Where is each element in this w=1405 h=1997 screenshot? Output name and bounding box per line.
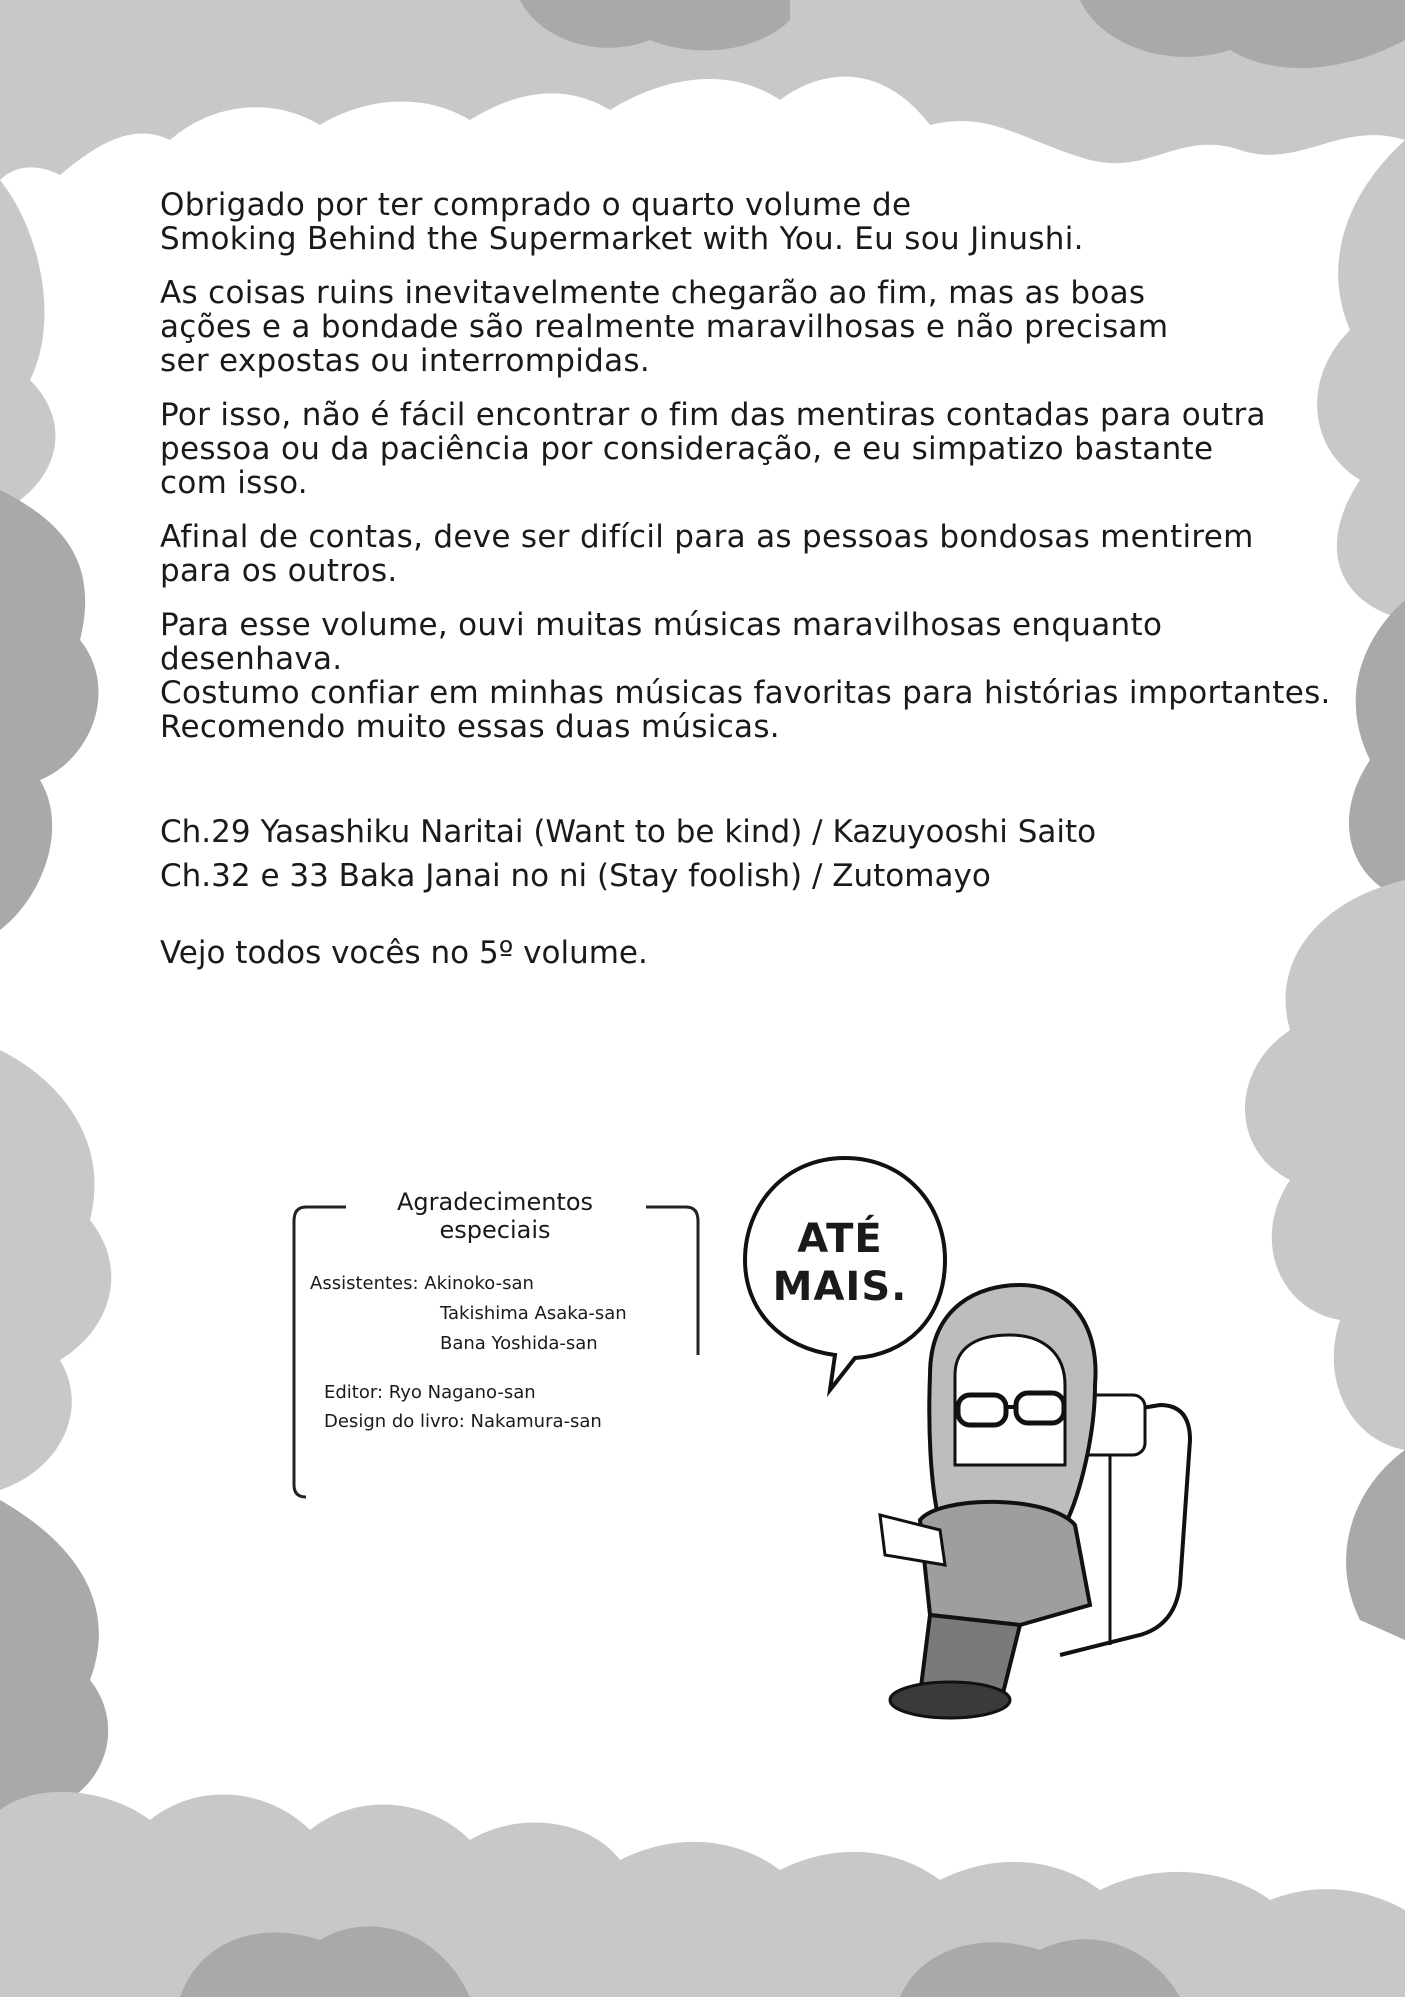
thanks-title: Agradecimentos especiais	[396, 1188, 594, 1244]
cloud-top-border	[0, 0, 1405, 180]
afterword-text	[160, 188, 1340, 764]
afterword-paragraph: Afinal de contas, deve ser difícil para as pessoas bondosas mentirem para os outros.	[160, 519, 1254, 589]
song-item: Ch.29 Yasashiku Naritai (Want to be kind) / Kazuyooshi Saito	[160, 814, 1097, 850]
credit-line: Takishima Asaka-san	[440, 1303, 627, 1324]
afterword-paragraph: Para esse volume, ouvi muitas músicas maravilhosas enquanto desenhava. Costumo confiar em minhas músicas favoritas para histórias importantes. Recomendo muito essas duas músicas.	[160, 607, 1331, 745]
credit-line: Design do livro: Nakamura-san	[324, 1411, 602, 1432]
cloud-left-border	[0, 180, 111, 1810]
afterword-paragraph: Obrigado por ter comprado o quarto volume de Smoking Behind the Supermarket with You. Eu sou Jinushi.	[160, 187, 1084, 257]
afterword-paragraph: Por isso, não é fácil encontrar o fim das mentiras contadas para outra pessoa ou da paciência por consideração, e eu simpatizo bastante com isso.	[160, 397, 1266, 501]
farewell-line: Vejo todos vocês no 5º volume.	[160, 935, 648, 971]
song-list	[160, 810, 1340, 898]
song-item: Ch.32 e 33 Baka Janai no ni (Stay foolish) / Zutomayo	[160, 858, 991, 894]
credit-line: Assistentes: Akinoko-san	[310, 1273, 534, 1294]
character-illustration	[860, 1265, 1220, 1725]
afterword-paragraph: As coisas ruins inevitavelmente chegarão ao fim, mas as boas ações e a bondade são realmente maravilhosas e não precisam ser expostas ou interrompidas.	[160, 275, 1169, 379]
credit-line: Bana Yoshida-san	[440, 1333, 598, 1354]
speech-bubble-text: ATÉ MAIS.	[772, 1216, 908, 1310]
credit-line: Editor: Ryo Nagano-san	[324, 1382, 536, 1403]
cloud-bottom-border	[0, 1792, 1405, 1997]
